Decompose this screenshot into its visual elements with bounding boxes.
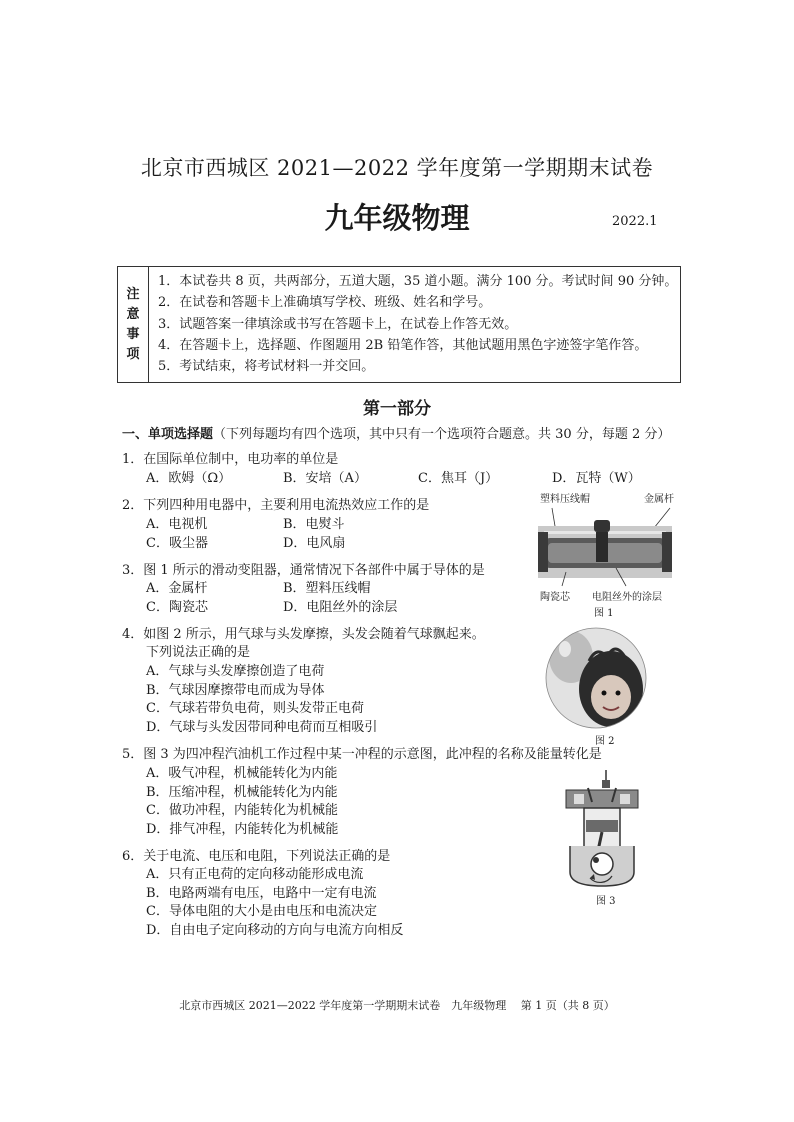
notice-box [117, 266, 681, 383]
section-heading-label: 一、单项选择题 [122, 427, 214, 442]
section-heading [122, 423, 670, 442]
figure-1-label-core: 陶瓷芯 [540, 592, 570, 603]
rheostat-image [530, 502, 680, 588]
exam-date: 2022.1 [612, 214, 658, 229]
question-5-option-d: D．排气冲程，内能转化为机械能 [146, 822, 339, 837]
question-4-option-c: C．气球若带负电荷，则头发带正电荷 [146, 701, 364, 716]
question-2-option-a: A．电视机 [146, 517, 208, 532]
question-2-option-b: B．电熨斗 [283, 517, 345, 532]
notice-list [158, 271, 677, 377]
question-5-option-c: C．做功冲程，内能转化为机械能 [146, 803, 338, 818]
question-6-option-d: D．自由电子定向移动的方向与电流方向相反 [146, 923, 404, 938]
question-4-option-b: B．气球因摩擦带电而成为导体 [146, 683, 325, 698]
exam-title: 北京市西城区 2021—2022 学年度第一学期期末试卷 [140, 156, 654, 180]
question-3-stem: 3．图 1 所示的滑动变阻器，通常情况下各部件中属于导体的是 [122, 563, 485, 578]
question-1-option-c: C．焦耳（J） [418, 471, 499, 486]
question-5-option-b: B．压缩冲程，机械能转化为内能 [146, 785, 338, 800]
question-3-option-a: A．金属杆 [146, 581, 208, 596]
question-3-option-d: D．电阻丝外的涂层 [283, 600, 398, 615]
question-6-option-c: C．导体电阻的大小是由电压和电流决定 [146, 904, 377, 919]
notice-item: 5．考试结束，将考试材料一并交回。 [158, 359, 375, 375]
question-4-stem: 4．如图 2 所示，用气球与头发摩擦，头发会随着气球飘起来。 [122, 627, 485, 642]
notice-label-char: 注 [126, 286, 140, 302]
question-1-option-a: A．欧姆（Ω） [146, 471, 232, 486]
figure-1 [530, 490, 680, 620]
question-2-option-c: C．吸尘器 [146, 536, 208, 551]
balloon-hair-image [545, 627, 647, 729]
notice-label-char: 意 [126, 306, 140, 322]
question-6-stem: 6．关于电流、电压和电阻，下列说法正确的是 [122, 849, 391, 864]
figure-1-label-rod: 金属杆 [644, 494, 674, 505]
section-heading-note: （下列每题均有四个选项，其中只有一个选项符合题意。共 30 分，每题 2 分） [213, 427, 671, 442]
question-4-option-a: A．气球与头发摩擦创造了电荷 [146, 664, 325, 679]
figure-3-caption: 图 3 [596, 896, 616, 907]
notice-label-char: 事 [126, 326, 140, 342]
question-6-option-b: B．电路两端有电压，电路中一定有电流 [146, 886, 377, 901]
subject-title: 九年级物理 [324, 201, 470, 235]
page-footer: 北京市西城区 2021—2022 学年度第一学期期末试卷 九年级物理 第 1 页（共 8 页） [179, 999, 615, 1012]
notice-item: 3．试题答案一律填涂或书写在答题卡上，在试卷上作答无效。 [158, 316, 518, 332]
question-1-stem: 1．在国际单位制中，电功率的单位是 [122, 452, 339, 467]
question-3-option-b: B．塑料压线帽 [283, 581, 371, 596]
question-4-option-d: D．气球与头发因带同种电荷而互相吸引 [146, 720, 378, 735]
figure-2-caption: 图 2 [595, 736, 615, 747]
question-6-option-a: A．只有正电荷的定向移动能形成电流 [146, 867, 364, 882]
question-5-option-a: A．吸气冲程，机械能转化为内能 [146, 766, 338, 781]
question-3-option-c: C．陶瓷芯 [146, 600, 208, 615]
figure-1-label-coating: 电阻丝外的涂层 [592, 592, 662, 603]
figure-1-label-cap: 塑料压线帽 [540, 494, 590, 505]
notice-item: 2．在试卷和答题卡上准确填写学校、班级、姓名和学号。 [158, 295, 492, 311]
figure-1-caption: 图 1 [594, 608, 614, 619]
question-4-stem-cont: 下列说法正确的是 [146, 645, 251, 660]
notice-item: 1．本试卷共 8 页，共两部分，五道大题，35 道小题。满分 100 分。考试时间 90 分钟。 [158, 274, 678, 289]
question-2-stem: 2．下列四种用电器中，主要利用电流热效应工作的是 [122, 498, 430, 513]
engine-stroke-image [562, 768, 642, 890]
notice-label-char: 项 [126, 346, 140, 362]
question-1-option-d: D．瓦特（W） [552, 471, 641, 486]
notice-label [118, 267, 149, 382]
part-title: 第一部分 [363, 399, 431, 419]
question-2-option-d: D．电风扇 [283, 536, 346, 551]
question-1-option-b: B．安培（A） [283, 471, 367, 486]
question-5-stem: 5．图 3 为四冲程汽油机工作过程中某一冲程的示意图，此冲程的名称及能量转化是 [122, 747, 602, 762]
notice-item: 4．在答题卡上，选择题、作图题用 2B 铅笔作答，其他试题用黑色字迹签字笔作答。 [158, 337, 648, 353]
